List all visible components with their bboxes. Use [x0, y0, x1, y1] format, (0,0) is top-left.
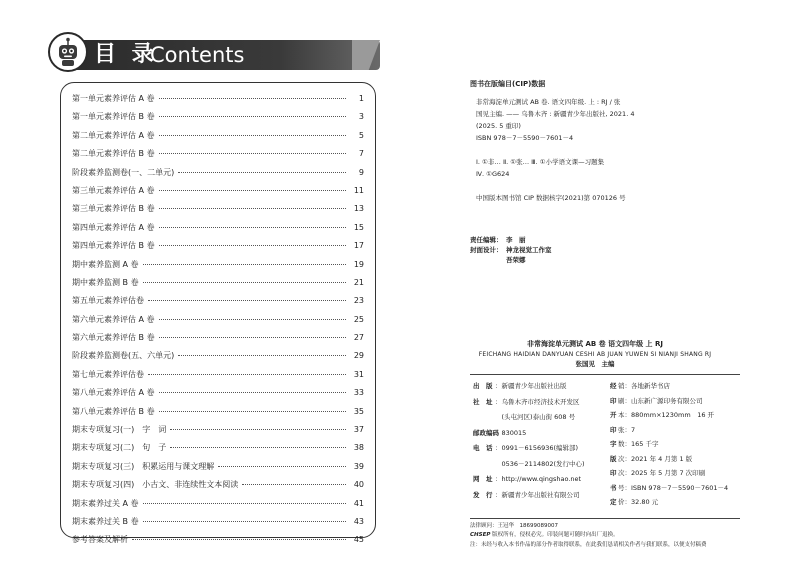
info-row: [473, 491, 580, 500]
toc-entry-title: 期末专项复习(一) 字 词: [72, 425, 167, 435]
toc-entry[interactable]: [72, 185, 364, 203]
copyright-line: [470, 531, 619, 539]
toc-entry[interactable]: [72, 167, 364, 185]
toc-entry-page: 19: [353, 259, 364, 269]
staff-line: [470, 236, 526, 245]
info-value: ：新疆青少年出版社有限公司: [495, 490, 580, 499]
info-value: 号：ISBN 978－7－5590－7601－4: [618, 483, 729, 492]
toc-leader-dots: [159, 245, 346, 246]
contents-title-zh: 目 录: [94, 42, 158, 67]
toc-entry-page: 29: [353, 351, 364, 361]
author-notice: 注：未经与收入本书作品的部分作者取得联系，在此我们恳请相关作者与我们联系，以便支付稿费: [470, 542, 707, 548]
toc-entry[interactable]: [72, 203, 364, 221]
toc-leader-dots: [148, 374, 346, 375]
toc-list: [72, 93, 364, 553]
info-label: 印: [610, 396, 617, 405]
toc-entry-title: 第七单元素养评估卷: [72, 369, 144, 379]
cip-line: Ⅳ. ①G624: [476, 170, 510, 178]
toc-entry-page: 9: [358, 167, 364, 177]
toc-leader-dots: [143, 521, 346, 522]
toc-leader-dots: [143, 282, 346, 283]
toc-entry-title: 第八单元素养评估 A 卷: [72, 388, 155, 398]
toc-entry-title: 第一单元素养评估 A 卷: [72, 94, 155, 103]
info-value: 刷：山东新广源印务有限公司: [618, 396, 703, 405]
info-value: ：http://www.qingshao.net: [495, 475, 582, 483]
cip-line: ISBN 978－7－5590－7601－4: [476, 134, 574, 142]
toc-leader-dots: [178, 172, 346, 173]
book-title-pinyin: FEICHANG HAIDIAN DANYUAN CESHI AB JUAN YUWEN SI NIANJI SHANG RJ: [478, 351, 712, 358]
toc-entry-title: 第二单元素养评估 B 卷: [72, 149, 155, 159]
toc-entry-title: 第五单元素养评估卷: [72, 296, 144, 306]
toc-leader-dots: [159, 190, 346, 191]
copyright-page: [400, 0, 800, 566]
info-value: 次：2021 年 4 月第 1 版: [618, 454, 693, 463]
toc-entry[interactable]: [72, 314, 364, 332]
toc-entry-page: 40: [353, 480, 364, 490]
toc-entry[interactable]: [72, 406, 364, 424]
staff-role: 封面设计：: [470, 246, 503, 254]
info-value: 价：32.80 元: [618, 498, 659, 506]
info-value: ：0991－6156936(编辑部): [495, 444, 579, 452]
toc-entry-title: 期末专项复习(三) 积累运用与课文理解: [72, 461, 215, 471]
toc-leader-dots: [132, 539, 346, 540]
info-row: [610, 411, 714, 420]
toc-entry-title: 第四单元素养评估 A 卷: [72, 222, 155, 232]
toc-entry-title: 第八单元素养评估 B 卷: [72, 406, 155, 416]
toc-entry-title: 期末专项复习(四) 小古文、非连续性文本阅读: [72, 480, 239, 490]
toc-leader-dots: [159, 411, 346, 412]
toc-entry[interactable]: [72, 479, 364, 497]
info-value: (头屯河区)泰山街 608 号: [495, 413, 576, 421]
toc-leader-dots: [159, 319, 346, 320]
copyright-text: 版权所有，侵权必究。印装问题可随时向出厂退换。: [492, 532, 619, 538]
contents-title-en: Contents: [150, 43, 245, 67]
toc-entry-title: 第六单元素养评估 A 卷: [72, 314, 155, 324]
toc-leader-dots: [159, 392, 346, 393]
book-title: 非常海淀单元测试 AB 卷 语文四年级 上 RJ: [527, 340, 663, 348]
info-row: [610, 498, 658, 507]
toc-entry[interactable]: [72, 148, 364, 166]
info-value: 0536－2114802(发行中心): [495, 459, 585, 468]
toc-entry-page: 33: [353, 388, 364, 398]
toc-entry[interactable]: [72, 222, 364, 240]
toc-entry[interactable]: [72, 259, 364, 277]
toc-leader-dots: [159, 116, 346, 117]
toc-entry[interactable]: [72, 369, 364, 387]
info-row: [610, 455, 692, 464]
toc-entry[interactable]: [72, 130, 364, 148]
info-label: 社 址: [473, 397, 493, 406]
toc-leader-dots: [242, 484, 346, 485]
toc-entry-title: 期末专项复习(二) 句 子: [72, 443, 167, 453]
toc-entry[interactable]: [72, 516, 364, 534]
info-row: [473, 382, 567, 391]
toc-entry[interactable]: [72, 240, 364, 258]
toc-entry-page: 17: [353, 241, 364, 251]
staff-line: [470, 246, 552, 255]
toc-leader-dots: [159, 135, 346, 136]
robot-mascot-icon: [48, 32, 88, 72]
toc-entry[interactable]: [72, 295, 364, 313]
toc-leader-dots: [159, 98, 346, 99]
toc-entry[interactable]: [72, 461, 364, 479]
info-row: [473, 429, 526, 438]
info-label: 网 址: [473, 475, 493, 483]
cip-line: 中国版本图书馆 CIP 数据核字(2021)第 070126 号: [476, 194, 626, 202]
staff-name: 神龙视觉工作室: [506, 246, 552, 254]
toc-entry-page: 15: [353, 222, 364, 232]
toc-leader-dots: [159, 337, 346, 338]
toc-entry-page: 45: [353, 535, 364, 545]
info-row: [473, 460, 585, 469]
info-row: [610, 382, 670, 391]
toc-entry-page: 25: [353, 314, 364, 324]
toc-entry-title: 第二单元素养评估 A 卷: [72, 130, 155, 140]
toc-entry-title: 第一单元素养评估 B 卷: [72, 112, 155, 122]
toc-entry-page: 43: [353, 516, 364, 526]
toc-leader-dots: [170, 447, 346, 448]
info-top-rule: [470, 374, 740, 375]
info-value: ：乌鲁木齐市经济技术开发区: [495, 397, 580, 406]
toc-entry-page: 38: [353, 443, 364, 453]
info-label: 印: [610, 469, 617, 477]
info-bottom-rule: [470, 518, 740, 519]
info-row: [473, 475, 581, 484]
toc-entry-page: 23: [353, 296, 364, 306]
info-value: 销：各地新华书店: [618, 382, 670, 390]
info-value: ：830015: [495, 428, 527, 437]
info-row: [610, 484, 728, 493]
staff-line: [470, 256, 526, 265]
toc-entry-title: 第三单元素养评估 B 卷: [72, 204, 155, 214]
toc-leader-dots: [143, 503, 346, 504]
info-row: [610, 426, 635, 435]
info-label: 定: [610, 498, 617, 506]
book-editor: 张国见 主编: [575, 360, 615, 368]
toc-entry-page: 27: [353, 333, 364, 343]
toc-entry-page: 37: [353, 425, 364, 435]
toc-entry-title: 第四单元素养评估 B 卷: [72, 241, 155, 251]
staff-role: 责任编辑：: [470, 236, 503, 244]
toc-entry[interactable]: [72, 332, 364, 350]
toc-leader-dots: [178, 355, 346, 356]
staff-name: 吾荣娜: [506, 256, 526, 264]
toc-leader-dots: [170, 429, 346, 430]
toc-entry-page: 3: [358, 112, 364, 122]
info-row: [473, 444, 578, 453]
toc-entry-title: 阶段素养监测卷(一、二单元): [72, 167, 175, 177]
toc-entry-page: 31: [353, 369, 364, 379]
info-row: [610, 397, 703, 406]
toc-leader-dots: [218, 466, 346, 467]
toc-entry[interactable]: [72, 387, 364, 405]
info-label: 出 版: [473, 382, 493, 390]
toc-entry-title: 期中素养监测 A 卷: [72, 259, 139, 269]
toc-entry-title: 第六单元素养评估 B 卷: [72, 333, 155, 343]
info-label: 开: [610, 411, 617, 419]
info-row: [473, 413, 575, 422]
cip-line: (2025. 5 重印): [476, 122, 521, 130]
legal-advisor: 法律顾问：王冠华 18699089007: [470, 523, 558, 529]
staff-name: 李 丽: [506, 236, 526, 244]
toc-entry-page: 7: [358, 149, 364, 159]
toc-leader-dots: [159, 227, 346, 228]
toc-entry[interactable]: [72, 498, 364, 516]
info-label: 书: [610, 483, 617, 492]
toc-entry-page: 35: [353, 406, 364, 416]
toc-entry[interactable]: [72, 350, 364, 368]
cip-title: 图书在版编目(CIP)数据: [470, 80, 546, 88]
toc-entry[interactable]: [72, 111, 364, 129]
toc-entry-page: 11: [353, 185, 364, 195]
toc-entry-title: 期末素养过关 A 卷: [72, 498, 139, 508]
toc-entry-page: 1: [358, 94, 364, 103]
info-label: 邮政编码: [473, 428, 499, 437]
toc-entry-page: 41: [353, 498, 364, 508]
info-label: 版: [610, 454, 617, 463]
toc-entry[interactable]: [72, 93, 364, 111]
toc-entry-title: 第三单元素养评估 A 卷: [72, 185, 155, 195]
publisher-logo-mark: CHSEP: [470, 532, 491, 538]
info-value: 数：165 千字: [618, 440, 659, 448]
toc-leader-dots: [159, 208, 346, 209]
info-value: ：新疆青少年出版社出版: [495, 382, 567, 390]
cip-line: Ⅰ. ①非… Ⅱ. ①张… Ⅲ. ①小学语文课—习题集: [476, 158, 605, 166]
toc-entry-page: 13: [353, 204, 364, 214]
cip-line: 国见主编. —— 乌鲁木齐 : 新疆青少年出版社, 2021. 4: [476, 110, 635, 118]
toc-leader-dots: [143, 264, 346, 265]
info-label: 电 话: [473, 444, 493, 452]
toc-leader-dots: [159, 153, 346, 154]
toc-entry-page: 5: [358, 130, 364, 140]
info-label: 字: [610, 440, 617, 448]
toc-entry-title: 阶段素养监测卷(五、六单元): [72, 351, 175, 361]
toc-entry-title: 期末素养过关 B 卷: [72, 516, 139, 526]
toc-entry[interactable]: [72, 534, 364, 552]
info-value: 次：2025 年 5 月第 7 次印刷: [618, 469, 706, 477]
toc-entry[interactable]: [72, 442, 364, 460]
info-value: 张：7: [618, 425, 636, 434]
info-row: [473, 398, 580, 407]
toc-entry-title: 参考答案及解析: [72, 535, 128, 545]
info-value: 本：880mm×1230mm 16 开: [618, 411, 715, 419]
toc-leader-dots: [148, 300, 346, 301]
info-row: [610, 440, 658, 449]
toc-entry[interactable]: [72, 277, 364, 295]
cip-line: 非常海淀单元测试 AB 卷. 语文四年级. 上 : RJ / 张: [476, 98, 621, 106]
toc-entry[interactable]: [72, 424, 364, 442]
info-label: 经: [610, 382, 617, 390]
info-label: 发 行: [473, 490, 493, 499]
toc-entry-page: 21: [353, 277, 364, 287]
info-label: 印: [610, 425, 617, 434]
info-row: [610, 469, 705, 478]
toc-entry-title: 期中素养监测 B 卷: [72, 277, 139, 287]
toc-entry-page: 39: [353, 461, 364, 471]
